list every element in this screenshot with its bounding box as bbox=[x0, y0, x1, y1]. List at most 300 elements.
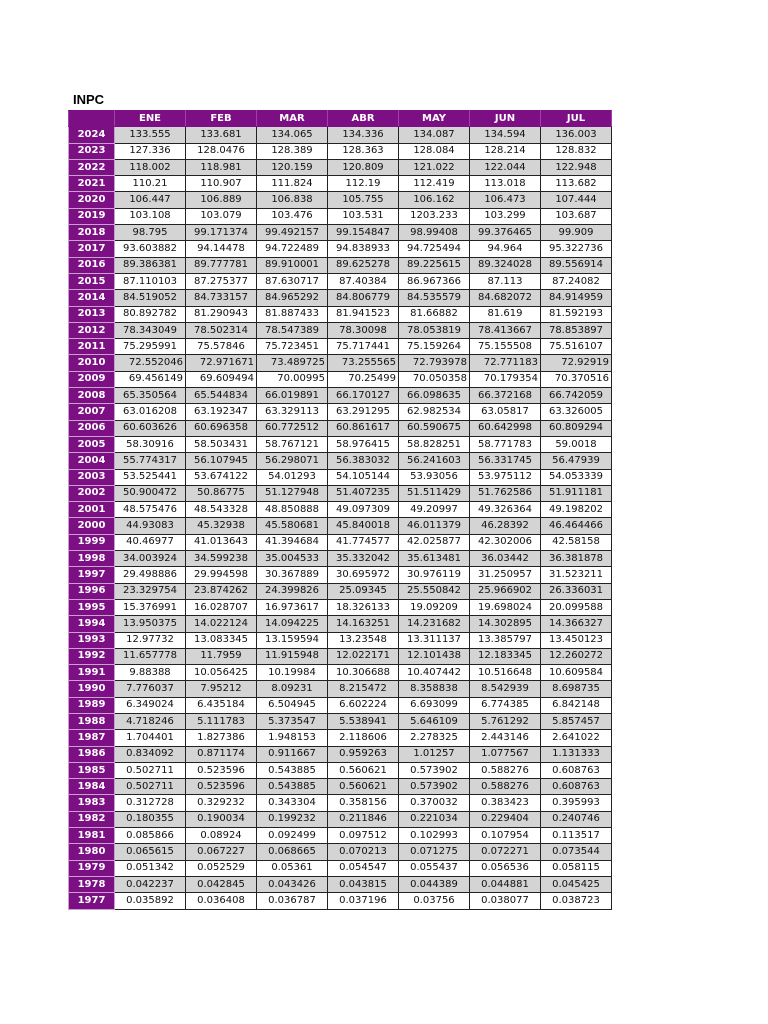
table-row bbox=[69, 192, 612, 208]
value-cell: 106.889 bbox=[186, 192, 257, 208]
value-cell: 0.056536 bbox=[470, 860, 541, 876]
table-row bbox=[69, 404, 612, 420]
value-cell: 75.57846 bbox=[186, 339, 257, 355]
value-cell: 128.389 bbox=[257, 143, 328, 159]
year-cell: 2005 bbox=[69, 436, 115, 452]
value-cell: 75.717441 bbox=[328, 339, 399, 355]
table-row bbox=[69, 762, 612, 778]
value-cell: 0.073544 bbox=[541, 844, 612, 860]
value-cell: 0.573902 bbox=[399, 779, 470, 795]
table-body bbox=[69, 127, 612, 909]
value-cell: 0.044389 bbox=[399, 876, 470, 892]
table-title: INPC bbox=[73, 92, 105, 107]
value-cell: 78.547389 bbox=[257, 322, 328, 338]
value-cell: 110.907 bbox=[186, 176, 257, 192]
value-cell: 0.036408 bbox=[186, 893, 257, 909]
year-cell: 2021 bbox=[69, 176, 115, 192]
value-cell: 16.973617 bbox=[257, 599, 328, 615]
value-cell: 106.162 bbox=[399, 192, 470, 208]
table-row bbox=[69, 273, 612, 289]
value-cell: 56.383032 bbox=[328, 453, 399, 469]
value-cell: 84.914959 bbox=[541, 290, 612, 306]
value-cell: 13.950375 bbox=[115, 616, 186, 632]
value-cell: 45.840018 bbox=[328, 518, 399, 534]
value-cell: 0.051342 bbox=[115, 860, 186, 876]
table-row bbox=[69, 665, 612, 681]
value-cell: 0.343304 bbox=[257, 795, 328, 811]
value-cell: 0.071275 bbox=[399, 844, 470, 860]
value-cell: 122.948 bbox=[541, 159, 612, 175]
value-cell: 1.827386 bbox=[186, 730, 257, 746]
year-cell: 2012 bbox=[69, 322, 115, 338]
value-cell: 75.155508 bbox=[470, 339, 541, 355]
value-cell: 58.828251 bbox=[399, 436, 470, 452]
value-cell: 54.105144 bbox=[328, 469, 399, 485]
month-header-may: MAY bbox=[399, 111, 470, 127]
value-cell: 13.450123 bbox=[541, 632, 612, 648]
table-row bbox=[69, 681, 612, 697]
value-cell: 59.0018 bbox=[541, 436, 612, 452]
value-cell: 0.523596 bbox=[186, 762, 257, 778]
value-cell: 14.094225 bbox=[257, 616, 328, 632]
year-cell: 2000 bbox=[69, 518, 115, 534]
value-cell: 12.101438 bbox=[399, 648, 470, 664]
value-cell: 87.113 bbox=[470, 273, 541, 289]
table-row bbox=[69, 322, 612, 338]
value-cell: 0.211846 bbox=[328, 811, 399, 827]
value-cell: 0.370032 bbox=[399, 795, 470, 811]
value-cell: 18.326133 bbox=[328, 599, 399, 615]
value-cell: 72.552046 bbox=[115, 355, 186, 371]
value-cell: 0.070213 bbox=[328, 844, 399, 860]
value-cell: 72.793978 bbox=[399, 355, 470, 371]
value-cell: 89.324028 bbox=[470, 257, 541, 273]
table-row bbox=[69, 225, 612, 241]
value-cell: 0.067227 bbox=[186, 844, 257, 860]
table-row bbox=[69, 795, 612, 811]
value-cell: 75.723451 bbox=[257, 339, 328, 355]
value-cell: 25.550842 bbox=[399, 583, 470, 599]
value-cell: 0.045425 bbox=[541, 876, 612, 892]
value-cell: 6.349024 bbox=[115, 697, 186, 713]
value-cell: 0.190034 bbox=[186, 811, 257, 827]
value-cell: 106.838 bbox=[257, 192, 328, 208]
value-cell: 2.641022 bbox=[541, 730, 612, 746]
year-cell: 2024 bbox=[69, 127, 115, 143]
value-cell: 41.774577 bbox=[328, 534, 399, 550]
year-cell: 1983 bbox=[69, 795, 115, 811]
value-cell: 35.613481 bbox=[399, 551, 470, 567]
value-cell: 0.312728 bbox=[115, 795, 186, 811]
value-cell: 0.085866 bbox=[115, 828, 186, 844]
value-cell: 78.853897 bbox=[541, 322, 612, 338]
table-row bbox=[69, 713, 612, 729]
value-cell: 112.19 bbox=[328, 176, 399, 192]
year-cell: 1997 bbox=[69, 567, 115, 583]
value-cell: 44.93083 bbox=[115, 518, 186, 534]
year-cell: 2018 bbox=[69, 225, 115, 241]
value-cell: 63.192347 bbox=[186, 404, 257, 420]
value-cell: 72.92919 bbox=[541, 355, 612, 371]
table-row bbox=[69, 616, 612, 632]
value-cell: 103.476 bbox=[257, 208, 328, 224]
value-cell: 81.66882 bbox=[399, 306, 470, 322]
value-cell: 0.058115 bbox=[541, 860, 612, 876]
table-row bbox=[69, 876, 612, 892]
value-cell: 29.498886 bbox=[115, 567, 186, 583]
value-cell: 60.642998 bbox=[470, 420, 541, 436]
year-cell: 2011 bbox=[69, 339, 115, 355]
value-cell: 51.407235 bbox=[328, 485, 399, 501]
table-row bbox=[69, 257, 612, 273]
value-cell: 84.965292 bbox=[257, 290, 328, 306]
table-row bbox=[69, 290, 612, 306]
value-cell: 84.519052 bbox=[115, 290, 186, 306]
value-cell: 60.603626 bbox=[115, 420, 186, 436]
value-cell: 58.771783 bbox=[470, 436, 541, 452]
value-cell: 84.733157 bbox=[186, 290, 257, 306]
value-cell: 65.350564 bbox=[115, 388, 186, 404]
value-cell: 5.373547 bbox=[257, 713, 328, 729]
year-cell: 2004 bbox=[69, 453, 115, 469]
year-cell: 2001 bbox=[69, 502, 115, 518]
table-row bbox=[69, 453, 612, 469]
value-cell: 70.370516 bbox=[541, 371, 612, 387]
value-cell: 5.761292 bbox=[470, 713, 541, 729]
value-cell: 70.00995 bbox=[257, 371, 328, 387]
value-cell: 6.842148 bbox=[541, 697, 612, 713]
table-row bbox=[69, 697, 612, 713]
value-cell: 46.28392 bbox=[470, 518, 541, 534]
value-cell: 80.892782 bbox=[115, 306, 186, 322]
value-cell: 1.704401 bbox=[115, 730, 186, 746]
year-cell: 1986 bbox=[69, 746, 115, 762]
year-cell: 2020 bbox=[69, 192, 115, 208]
value-cell: 93.603882 bbox=[115, 241, 186, 257]
value-cell: 110.21 bbox=[115, 176, 186, 192]
year-cell: 1979 bbox=[69, 860, 115, 876]
value-cell: 89.910001 bbox=[257, 257, 328, 273]
value-cell: 5.538941 bbox=[328, 713, 399, 729]
year-cell: 1991 bbox=[69, 665, 115, 681]
value-cell: 5.111783 bbox=[186, 713, 257, 729]
value-cell: 50.900472 bbox=[115, 485, 186, 501]
value-cell: 73.489725 bbox=[257, 355, 328, 371]
value-cell: 99.909 bbox=[541, 225, 612, 241]
value-cell: 113.018 bbox=[470, 176, 541, 192]
value-cell: 0.035892 bbox=[115, 893, 186, 909]
value-cell: 111.824 bbox=[257, 176, 328, 192]
value-cell: 69.609494 bbox=[186, 371, 257, 387]
value-cell: 1.131333 bbox=[541, 746, 612, 762]
value-cell: 48.850888 bbox=[257, 502, 328, 518]
value-cell: 63.326005 bbox=[541, 404, 612, 420]
table-row bbox=[69, 371, 612, 387]
value-cell: 7.776037 bbox=[115, 681, 186, 697]
value-cell: 56.298071 bbox=[257, 453, 328, 469]
table-row bbox=[69, 241, 612, 257]
value-cell: 49.326364 bbox=[470, 502, 541, 518]
value-cell: 53.525441 bbox=[115, 469, 186, 485]
year-cell: 1985 bbox=[69, 762, 115, 778]
value-cell: 0.560621 bbox=[328, 779, 399, 795]
value-cell: 1.948153 bbox=[257, 730, 328, 746]
value-cell: 13.311137 bbox=[399, 632, 470, 648]
value-cell: 0.054547 bbox=[328, 860, 399, 876]
value-cell: 120.809 bbox=[328, 159, 399, 175]
value-cell: 8.698735 bbox=[541, 681, 612, 697]
value-cell: 0.523596 bbox=[186, 779, 257, 795]
value-cell: 75.295991 bbox=[115, 339, 186, 355]
month-header-jun: JUN bbox=[470, 111, 541, 127]
value-cell: 78.343049 bbox=[115, 322, 186, 338]
value-cell: 13.385797 bbox=[470, 632, 541, 648]
value-cell: 128.0476 bbox=[186, 143, 257, 159]
value-cell: 23.874262 bbox=[186, 583, 257, 599]
value-cell: 69.456149 bbox=[115, 371, 186, 387]
value-cell: 24.399826 bbox=[257, 583, 328, 599]
year-cell: 1990 bbox=[69, 681, 115, 697]
value-cell: 78.413667 bbox=[470, 322, 541, 338]
value-cell: 46.464466 bbox=[541, 518, 612, 534]
value-cell: 58.30916 bbox=[115, 436, 186, 452]
value-cell: 107.444 bbox=[541, 192, 612, 208]
value-cell: 54.053339 bbox=[541, 469, 612, 485]
value-cell: 99.171374 bbox=[186, 225, 257, 241]
value-cell: 66.019891 bbox=[257, 388, 328, 404]
year-cell: 1978 bbox=[69, 876, 115, 892]
value-cell: 133.555 bbox=[115, 127, 186, 143]
year-cell: 1988 bbox=[69, 713, 115, 729]
value-cell: 13.083345 bbox=[186, 632, 257, 648]
value-cell: 87.110103 bbox=[115, 273, 186, 289]
value-cell: 0.055437 bbox=[399, 860, 470, 876]
year-cell: 1987 bbox=[69, 730, 115, 746]
value-cell: 19.698024 bbox=[470, 599, 541, 615]
table-row bbox=[69, 143, 612, 159]
value-cell: 23.329754 bbox=[115, 583, 186, 599]
value-cell: 0.608763 bbox=[541, 762, 612, 778]
value-cell: 10.407442 bbox=[399, 665, 470, 681]
value-cell: 89.625278 bbox=[328, 257, 399, 273]
value-cell: 134.065 bbox=[257, 127, 328, 143]
value-cell: 0.502711 bbox=[115, 762, 186, 778]
value-cell: 128.363 bbox=[328, 143, 399, 159]
value-cell: 31.250957 bbox=[470, 567, 541, 583]
value-cell: 134.336 bbox=[328, 127, 399, 143]
year-cell: 2003 bbox=[69, 469, 115, 485]
year-cell: 1980 bbox=[69, 844, 115, 860]
value-cell: 94.722489 bbox=[257, 241, 328, 257]
value-cell: 72.771183 bbox=[470, 355, 541, 371]
value-cell: 8.215472 bbox=[328, 681, 399, 697]
value-cell: 30.367889 bbox=[257, 567, 328, 583]
value-cell: 0.107954 bbox=[470, 828, 541, 844]
value-cell: 41.394684 bbox=[257, 534, 328, 550]
table-row bbox=[69, 485, 612, 501]
value-cell: 106.447 bbox=[115, 192, 186, 208]
value-cell: 65.544834 bbox=[186, 388, 257, 404]
value-cell: 0.959263 bbox=[328, 746, 399, 762]
value-cell: 94.14478 bbox=[186, 241, 257, 257]
year-cell: 2007 bbox=[69, 404, 115, 420]
value-cell: 89.777781 bbox=[186, 257, 257, 273]
year-cell: 1982 bbox=[69, 811, 115, 827]
value-cell: 49.198202 bbox=[541, 502, 612, 518]
value-cell: 103.299 bbox=[470, 208, 541, 224]
value-cell: 49.097309 bbox=[328, 502, 399, 518]
value-cell: 2.118606 bbox=[328, 730, 399, 746]
value-cell: 99.376465 bbox=[470, 225, 541, 241]
value-cell: 89.225615 bbox=[399, 257, 470, 273]
month-header-mar: MAR bbox=[257, 111, 328, 127]
value-cell: 35.332042 bbox=[328, 551, 399, 567]
year-cell: 2010 bbox=[69, 355, 115, 371]
value-cell: 0.037196 bbox=[328, 893, 399, 909]
value-cell: 10.056425 bbox=[186, 665, 257, 681]
value-cell: 12.260272 bbox=[541, 648, 612, 664]
value-cell: 0.092499 bbox=[257, 828, 328, 844]
value-cell: 81.619 bbox=[470, 306, 541, 322]
value-cell: 75.516107 bbox=[541, 339, 612, 355]
value-cell: 45.580681 bbox=[257, 518, 328, 534]
year-cell: 2002 bbox=[69, 485, 115, 501]
value-cell: 34.003924 bbox=[115, 551, 186, 567]
value-cell: 0.042237 bbox=[115, 876, 186, 892]
value-cell: 49.20997 bbox=[399, 502, 470, 518]
value-cell: 81.887433 bbox=[257, 306, 328, 322]
value-cell: 12.183345 bbox=[470, 648, 541, 664]
value-cell: 0.543885 bbox=[257, 779, 328, 795]
table-row bbox=[69, 159, 612, 175]
value-cell: 86.967366 bbox=[399, 273, 470, 289]
value-cell: 1203.233 bbox=[399, 208, 470, 224]
month-header-ene: ENE bbox=[115, 111, 186, 127]
value-cell: 60.809294 bbox=[541, 420, 612, 436]
year-cell: 2013 bbox=[69, 306, 115, 322]
value-cell: 0.229404 bbox=[470, 811, 541, 827]
value-cell: 118.002 bbox=[115, 159, 186, 175]
table-row bbox=[69, 502, 612, 518]
value-cell: 25.966902 bbox=[470, 583, 541, 599]
value-cell: 87.275377 bbox=[186, 273, 257, 289]
value-cell: 0.560621 bbox=[328, 762, 399, 778]
year-cell: 2006 bbox=[69, 420, 115, 436]
value-cell: 34.599238 bbox=[186, 551, 257, 567]
value-cell: 120.159 bbox=[257, 159, 328, 175]
value-cell: 87.40384 bbox=[328, 273, 399, 289]
value-cell: 62.982534 bbox=[399, 404, 470, 420]
value-cell: 6.693099 bbox=[399, 697, 470, 713]
value-cell: 95.322736 bbox=[541, 241, 612, 257]
value-cell: 113.682 bbox=[541, 176, 612, 192]
year-cell: 2015 bbox=[69, 273, 115, 289]
value-cell: 12.022171 bbox=[328, 648, 399, 664]
value-cell: 42.58158 bbox=[541, 534, 612, 550]
table-row bbox=[69, 339, 612, 355]
value-cell: 51.127948 bbox=[257, 485, 328, 501]
value-cell: 31.523211 bbox=[541, 567, 612, 583]
table-row bbox=[69, 599, 612, 615]
value-cell: 94.964 bbox=[470, 241, 541, 257]
value-cell: 6.602224 bbox=[328, 697, 399, 713]
year-cell: 2009 bbox=[69, 371, 115, 387]
value-cell: 42.025877 bbox=[399, 534, 470, 550]
value-cell: 14.366327 bbox=[541, 616, 612, 632]
table-row bbox=[69, 469, 612, 485]
table-row bbox=[69, 306, 612, 322]
value-cell: 0.068665 bbox=[257, 844, 328, 860]
year-cell: 1996 bbox=[69, 583, 115, 599]
value-cell: 0.329232 bbox=[186, 795, 257, 811]
value-cell: 87.24082 bbox=[541, 273, 612, 289]
table-row bbox=[69, 176, 612, 192]
value-cell: 60.861617 bbox=[328, 420, 399, 436]
value-cell: 51.762586 bbox=[470, 485, 541, 501]
value-cell: 8.09231 bbox=[257, 681, 328, 697]
year-cell: 2022 bbox=[69, 159, 115, 175]
value-cell: 1.077567 bbox=[470, 746, 541, 762]
year-cell: 1994 bbox=[69, 616, 115, 632]
value-cell: 66.098635 bbox=[399, 388, 470, 404]
value-cell: 78.053819 bbox=[399, 322, 470, 338]
value-cell: 81.290943 bbox=[186, 306, 257, 322]
value-cell: 89.556914 bbox=[541, 257, 612, 273]
value-cell: 103.108 bbox=[115, 208, 186, 224]
table-row bbox=[69, 355, 612, 371]
value-cell: 0.543885 bbox=[257, 762, 328, 778]
table-row bbox=[69, 436, 612, 452]
value-cell: 25.09345 bbox=[328, 583, 399, 599]
year-cell: 1977 bbox=[69, 893, 115, 909]
value-cell: 99.492157 bbox=[257, 225, 328, 241]
value-cell: 78.502314 bbox=[186, 322, 257, 338]
value-cell: 94.838933 bbox=[328, 241, 399, 257]
value-cell: 89.386381 bbox=[115, 257, 186, 273]
value-cell: 40.46977 bbox=[115, 534, 186, 550]
value-cell: 0.502711 bbox=[115, 779, 186, 795]
year-cell: 2008 bbox=[69, 388, 115, 404]
value-cell: 58.976415 bbox=[328, 436, 399, 452]
value-cell: 0.221034 bbox=[399, 811, 470, 827]
value-cell: 41.013643 bbox=[186, 534, 257, 550]
value-cell: 87.630717 bbox=[257, 273, 328, 289]
value-cell: 56.241603 bbox=[399, 453, 470, 469]
year-cell: 1981 bbox=[69, 828, 115, 844]
year-cell: 1989 bbox=[69, 697, 115, 713]
value-cell: 50.86775 bbox=[186, 485, 257, 501]
value-cell: 13.159594 bbox=[257, 632, 328, 648]
value-cell: 60.772512 bbox=[257, 420, 328, 436]
table-row bbox=[69, 518, 612, 534]
table-row bbox=[69, 828, 612, 844]
value-cell: 12.97732 bbox=[115, 632, 186, 648]
value-cell: 0.08924 bbox=[186, 828, 257, 844]
table-row bbox=[69, 860, 612, 876]
year-cell: 1993 bbox=[69, 632, 115, 648]
value-cell: 134.594 bbox=[470, 127, 541, 143]
value-cell: 0.395993 bbox=[541, 795, 612, 811]
value-cell: 75.159264 bbox=[399, 339, 470, 355]
value-cell: 0.911667 bbox=[257, 746, 328, 762]
value-cell: 26.336031 bbox=[541, 583, 612, 599]
year-cell: 1999 bbox=[69, 534, 115, 550]
month-header-abr: ABR bbox=[328, 111, 399, 127]
value-cell: 0.573902 bbox=[399, 762, 470, 778]
value-cell: 81.941523 bbox=[328, 306, 399, 322]
value-cell: 0.043815 bbox=[328, 876, 399, 892]
value-cell: 118.981 bbox=[186, 159, 257, 175]
